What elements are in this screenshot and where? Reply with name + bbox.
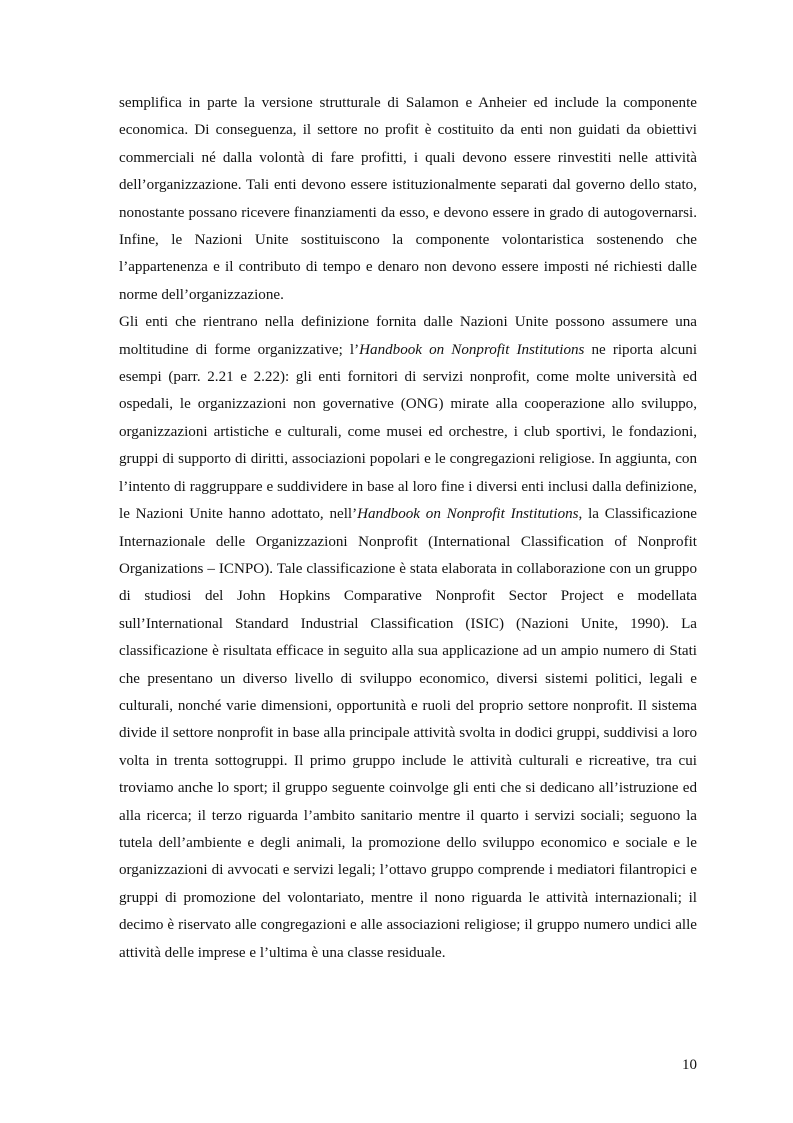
page-number: 10 <box>682 1057 697 1073</box>
paragraph-2 <box>119 309 697 967</box>
paragraph-2-text-2: ne riporta alcuni esempi (parr. 2.21 e 2.22): gli enti fornitori di servizi nonprofit, come molte università ed ospedali, le organizzazioni non governative (ONG) mirate alla cooperazione allo sviluppo, organizzazioni artistiche e culturali, come musei ed orchestre, i club sportivi, le fondazioni, gruppi di supporto di diritti, associazioni popolari e le congregazioni religiose. In aggiunta, con l’intento di raggruppare e suddividere in base al loro fine i diversi enti inclusi dalla definizione, le Nazioni Unite hanno adottato, nell’ <box>119 341 698 523</box>
paragraph-2-text-3: , la Classificazione Internazionale delle Organizzazioni Nonprofit (International Classification of Nonprofit Organizations – ICNPO). Tale classificazione è stata elaborata in collaborazione con un gruppo di studiosi del John Hopkins Comparative Nonprofit Sector Project e modellata sull’International Standard Industrial Classification (ISIC) (Nazioni Unite, 1990). La classificazione è risultata efficace in seguito alla sua applicazione ad un ampio numero di Stati che presentano un diverso livello di sviluppo economico, diversi sistemi politici, legali e culturali, nonché varie dimensioni, opportunità e ruoli del proprio settore nonprofit. Il sistema divide il settore nonprofit in base alla principale attività svolta in dodici gruppi, suddivisi a loro volta in trenta sottogruppi. Il primo gruppo include le attività culturali e ricreative, tra cui troviamo anche lo sport; il gruppo seguente coinvolge gli enti che si dedicano all’istruzione ed alla ricerca; il terzo riguarda l’ambito sanitario mentre il quarto i servizi sociali; seguono la tutela dell’ambiente e degli animali, la promozione dello sviluppo economico e sociale e le organizzazioni di avvocati e servizi legali; l’ottavo gruppo comprende i mediatori filantropici e gruppi di promozione del volontariato, mentre il nono riguarda le attività internazionali; il decimo è riservato alle congregazioni e alle associazioni religiose; il gruppo numero undici alle attività delle imprese e l’ultima è una classe residuale. <box>119 506 698 961</box>
paragraph-2-text-1: Gli enti che rientrano nella definizione fornita dalle Nazioni Unite possono assumere una moltitudine di forme organizzative; l’ <box>119 314 697 358</box>
handbook-title-2: Handbook on Nonprofit Institutions <box>357 506 579 523</box>
document-body <box>119 90 697 967</box>
handbook-title-1: Handbook on Nonprofit Institutions <box>359 341 585 358</box>
paragraph-1: semplifica in parte la versione strutturale di Salamon e Anheier ed include la componente economica. Di conseguenza, il settore no profit è costituito da enti non guidati da obiettivi commerciali né dalla volontà di fare profitti, i quali devono essere rinvestiti nelle attività dell’organizzazione. Tali enti devono essere istituzionalmente separati dal governo dello stato, nonostante possano ricevere finanziamenti da esso, e devono essere in grado di autogovernarsi. Infine, le Nazioni Unite sostituiscono la componente volontaristica sostenendo che l’appartenenza e il contributo di tempo e denaro non devono essere imposti né richiesti dalle norme dell’organizzazione. <box>119 95 697 303</box>
